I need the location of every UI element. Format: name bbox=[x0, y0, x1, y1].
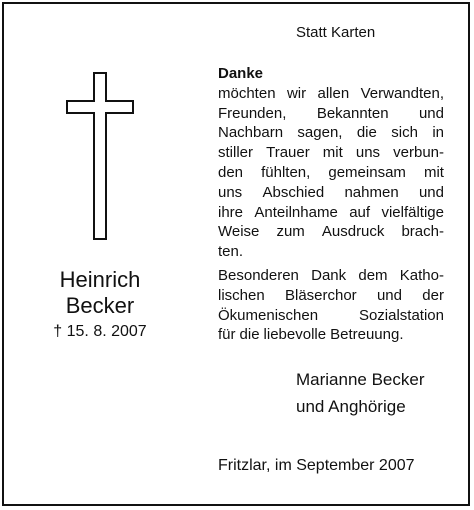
message-line bbox=[218, 242, 444, 262]
word: den bbox=[218, 163, 244, 181]
word: Bekannten bbox=[316, 104, 389, 122]
word: lischen bbox=[218, 286, 265, 304]
deceased-last-name: Becker bbox=[65, 293, 135, 318]
word: fühlten, bbox=[261, 163, 311, 181]
word: dem bbox=[358, 267, 388, 284]
word: stiller bbox=[218, 144, 254, 162]
message-line bbox=[218, 84, 444, 104]
word: und bbox=[376, 286, 402, 304]
word: in bbox=[432, 124, 444, 142]
notice-header: Statt Karten bbox=[296, 24, 376, 41]
word: für bbox=[218, 326, 236, 344]
word: Bläserchor bbox=[284, 286, 357, 304]
thanks-line bbox=[218, 286, 444, 306]
word: möchten bbox=[218, 84, 276, 102]
message-line bbox=[218, 123, 444, 143]
word: ten. bbox=[218, 243, 244, 261]
word: sich bbox=[391, 124, 418, 142]
signature-family: und Anghörige bbox=[296, 397, 406, 416]
word: zum bbox=[276, 223, 305, 241]
place-and-date: Fritzlar, im September 2007 bbox=[218, 457, 415, 474]
thanks-line bbox=[218, 266, 444, 286]
message-line bbox=[218, 222, 444, 242]
word: Katho- bbox=[399, 267, 444, 284]
word: ihre bbox=[218, 203, 244, 221]
word: liebevolle bbox=[263, 326, 327, 344]
thanks-line bbox=[218, 325, 444, 345]
word: und bbox=[418, 104, 444, 122]
word: vielfältige bbox=[381, 203, 444, 221]
message-heading: Danke bbox=[218, 65, 264, 82]
word: nahmen bbox=[344, 183, 399, 201]
word: sagen, bbox=[297, 124, 343, 142]
message-line bbox=[218, 183, 444, 203]
latin-cross-icon bbox=[66, 72, 134, 240]
word: verbun- bbox=[393, 144, 444, 162]
word: Abschied bbox=[262, 183, 325, 201]
word: der bbox=[422, 286, 444, 304]
word: Betreuung. bbox=[330, 326, 404, 344]
message-line bbox=[218, 143, 444, 163]
word: auf bbox=[349, 203, 371, 221]
word: und bbox=[418, 183, 444, 201]
thank-you-message bbox=[218, 64, 444, 262]
thanks-line bbox=[218, 306, 444, 326]
message-line bbox=[218, 163, 444, 183]
word: Weise bbox=[218, 223, 260, 241]
word: Verwandten, bbox=[360, 84, 444, 102]
word: Freunden, bbox=[218, 104, 287, 122]
word: brach- bbox=[401, 223, 444, 241]
word: uns bbox=[355, 144, 381, 162]
word: Ausdruck bbox=[321, 223, 385, 241]
death-date: † 15. 8. 2007 bbox=[53, 323, 147, 340]
word: Ökumenischen bbox=[218, 306, 319, 324]
word: Besonderen bbox=[218, 267, 299, 284]
signatures bbox=[296, 366, 425, 420]
message-line bbox=[218, 104, 444, 124]
word: Sozialstation bbox=[358, 306, 444, 324]
word: wir bbox=[286, 84, 307, 102]
word: Trauer bbox=[266, 144, 310, 162]
word: die bbox=[356, 124, 377, 142]
word: Dank bbox=[311, 267, 347, 284]
word: allen bbox=[317, 84, 350, 102]
word: uns bbox=[218, 183, 243, 201]
word: die bbox=[239, 326, 260, 344]
word: Nachbarn bbox=[218, 124, 284, 142]
special-thanks bbox=[218, 266, 444, 345]
word: Anteilnhame bbox=[254, 203, 338, 221]
signature-name: Marianne Becker bbox=[296, 370, 425, 389]
message-line bbox=[218, 203, 444, 223]
deceased-first-name: Heinrich bbox=[59, 267, 141, 292]
word: mit bbox=[322, 144, 343, 162]
deceased-name bbox=[40, 267, 160, 319]
word: gemeinsam bbox=[328, 163, 406, 181]
word: mit bbox=[423, 163, 444, 181]
